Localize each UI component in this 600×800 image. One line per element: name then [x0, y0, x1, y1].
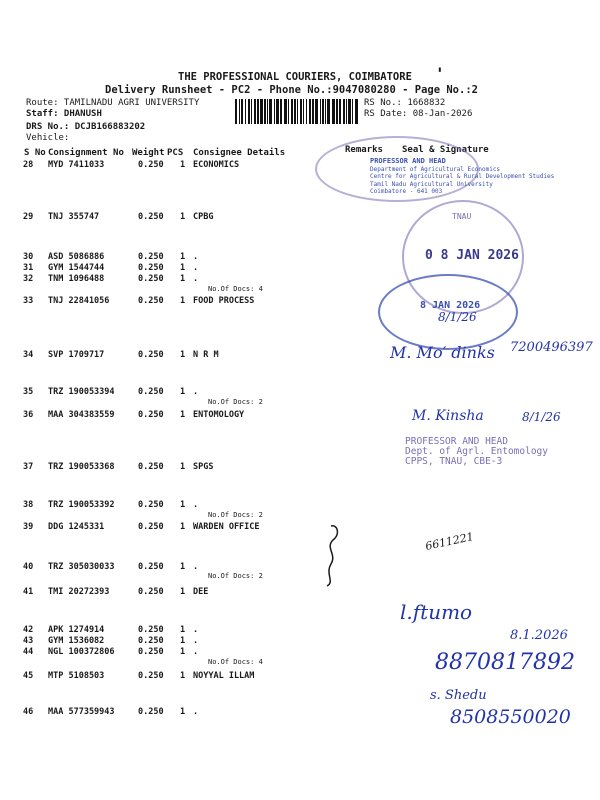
rs-number: RS No.: 1668832 — [364, 98, 446, 108]
row-consignment: TRZ 190053392 — [48, 500, 115, 510]
col-sno: S No — [24, 148, 46, 158]
row-consignment: TRZ 190053394 — [48, 387, 115, 397]
barcode-bar — [288, 99, 289, 124]
handwritten-signature-36: M. Kinsha — [412, 408, 484, 424]
row-weight: 0.250 — [138, 671, 164, 681]
row-weight: 0.250 — [138, 160, 164, 170]
barcode-bar — [260, 99, 263, 124]
row-consignee: . — [193, 500, 199, 510]
barcode-bar — [312, 99, 314, 124]
barcode-bar — [327, 99, 330, 124]
row-weight: 0.250 — [138, 636, 164, 646]
entomology-stamp-city: CPPS, TNAU, CBE-3 — [405, 456, 503, 467]
row-consignee: . — [193, 636, 199, 646]
row-sno: 46 — [23, 707, 34, 717]
economics-stamp-centre: Centre for Agricultural & Rural Development Studies — [370, 173, 555, 180]
row-doc-count: No.Of Docs: 4 — [208, 658, 263, 666]
handwritten-squiggle-39 — [315, 520, 345, 590]
row-consignment: TRZ 190053368 — [48, 462, 115, 472]
row-pcs: 1 — [180, 707, 186, 717]
barcode-bar — [248, 99, 250, 124]
row-consignee: . — [193, 647, 199, 657]
row-weight: 0.250 — [138, 500, 164, 510]
runsheet-subtitle: Delivery Runsheet - PC2 - Phone No.:9047080280 - Page No.:2 — [105, 84, 478, 96]
row-sno: 32 — [23, 274, 34, 284]
row-sno: 37 — [23, 462, 34, 472]
barcode-bar — [300, 99, 302, 124]
barcode — [235, 99, 360, 124]
row-sno: 39 — [23, 522, 34, 532]
row-weight: 0.250 — [138, 252, 164, 262]
row-consignee: . — [193, 387, 199, 397]
handwritten-date-42: 8.1.2026 — [510, 628, 568, 643]
row-weight: 0.250 — [138, 296, 164, 306]
row-pcs: 1 — [180, 252, 186, 262]
row-weight: 0.250 — [138, 462, 164, 472]
row-consignment: APK 1274914 — [48, 625, 105, 635]
barcode-bar — [332, 99, 335, 124]
row-consignee: . — [193, 625, 199, 635]
row-pcs: 1 — [180, 562, 186, 572]
row-pcs: 1 — [180, 263, 186, 273]
barcode-bar — [306, 99, 307, 124]
row-consignee: . — [193, 274, 199, 284]
barcode-bar — [315, 99, 318, 124]
row-sno: 28 — [23, 160, 34, 170]
row-consignment: NGL 100372806 — [48, 647, 115, 657]
barcode-bar — [320, 99, 321, 124]
row-pcs: 1 — [180, 350, 186, 360]
col-consignment: Consignment No — [48, 148, 124, 158]
row-pcs: 1 — [180, 410, 186, 420]
row-consignment: MAA 577359943 — [48, 707, 115, 717]
row-weight: 0.250 — [138, 625, 164, 635]
barcode-bar — [348, 99, 351, 124]
row-doc-count: No.Of Docs: 4 — [208, 285, 263, 293]
col-weight: Weight — [132, 148, 165, 158]
barcode-bar — [269, 99, 272, 124]
row-sno: 44 — [23, 647, 34, 657]
entomology-stamp-title: PROFESSOR AND HEAD — [405, 436, 508, 447]
row-sno: 40 — [23, 562, 34, 572]
col-pcs: PCS — [167, 148, 184, 158]
barcode-bar — [355, 99, 358, 124]
row-weight: 0.250 — [138, 212, 164, 222]
row-consignment: MAA 304383559 — [48, 410, 115, 420]
barcode-bar — [294, 99, 296, 124]
economics-stamp — [370, 158, 570, 196]
row-weight: 0.250 — [138, 707, 164, 717]
economics-stamp-city: Coimbatore - 641 003 — [370, 188, 443, 195]
row-pcs: 1 — [180, 522, 186, 532]
entomology-stamp-dept: Dept. of Agrl. Entomology — [405, 446, 548, 457]
row-consignee: SPGS — [193, 462, 214, 472]
row-sno: 29 — [23, 212, 34, 222]
handwritten-date-33: 8/1/26 — [438, 310, 477, 324]
row-pcs: 1 — [180, 625, 186, 635]
col-remarks: Remarks — [345, 145, 383, 155]
row-consignee: . — [193, 263, 199, 273]
row-pcs: 1 — [180, 160, 186, 170]
row-weight: 0.250 — [138, 410, 164, 420]
handwritten-phone-34: 7200496397 — [510, 340, 593, 355]
row-pcs: 1 — [180, 387, 186, 397]
row-sno: 38 — [23, 500, 34, 510]
row-consignment: TMI 20272393 — [48, 587, 110, 597]
row-pcs: 1 — [180, 274, 186, 284]
row-sno: 42 — [23, 625, 34, 635]
barcode-bar — [303, 99, 304, 124]
barcode-bar — [309, 99, 311, 124]
row-weight: 0.250 — [138, 350, 164, 360]
row-pcs: 1 — [180, 212, 186, 222]
row-consignment: SVP 1709717 — [48, 350, 105, 360]
handwritten-phone-44: 8870817892 — [435, 650, 575, 675]
row-weight: 0.250 — [138, 274, 164, 284]
row-pcs: 1 — [180, 587, 186, 597]
row-consignee: WARDEN OFFICE — [193, 522, 260, 532]
handwritten-phone-46: 8508550020 — [450, 706, 571, 728]
row-consignment: GYM 1544744 — [48, 263, 105, 273]
row-weight: 0.250 — [138, 522, 164, 532]
barcode-bar — [352, 99, 353, 124]
barcode-bar — [257, 99, 259, 124]
barcode-bar — [241, 99, 243, 124]
drs-number: DRS No.: DCJB166883202 — [26, 122, 146, 132]
handwritten-signature-40: 6611221 — [424, 530, 475, 553]
row-pcs: 1 — [180, 500, 186, 510]
food-process-date: 8 JAN 2026 — [420, 300, 481, 311]
economics-stamp-dept: Department of Agricultural Economics — [370, 165, 501, 173]
row-doc-count: No.Of Docs: 2 — [208, 398, 263, 406]
tnau-label: TNAU — [452, 212, 472, 221]
barcode-bar — [264, 99, 266, 124]
barcode-bar — [251, 99, 252, 124]
barcode-bar — [339, 99, 341, 124]
row-sno: 31 — [23, 263, 34, 273]
barcode-bar — [274, 99, 275, 124]
barcode-bar — [325, 99, 326, 124]
tick-mark: ' — [435, 64, 445, 83]
row-consignee: FOOD PROCESS — [193, 296, 255, 306]
row-consignment: TNJ 22841056 — [48, 296, 110, 306]
row-sno: 33 — [23, 296, 34, 306]
route: Route: TAMILNADU AGRI UNIVERSITY — [26, 98, 200, 108]
row-pcs: 1 — [180, 671, 186, 681]
col-consignee: Consignee Details — [193, 148, 286, 158]
rs-date: RS Date: 08-Jan-2026 — [364, 109, 473, 119]
row-consignee: ENTOMOLOGY — [193, 410, 245, 420]
row-doc-count: No.Of Docs: 2 — [208, 572, 263, 580]
row-pcs: 1 — [180, 296, 186, 306]
row-consignment: TNJ 355747 — [48, 212, 100, 222]
row-sno: 36 — [23, 410, 34, 420]
barcode-bar — [280, 99, 282, 124]
barcode-bar — [267, 99, 268, 124]
row-sno: 35 — [23, 387, 34, 397]
row-doc-count: No.Of Docs: 2 — [208, 511, 263, 519]
row-sno: 34 — [23, 350, 34, 360]
barcode-bar — [346, 99, 347, 124]
row-pcs: 1 — [180, 462, 186, 472]
vehicle: Vehicle: — [26, 133, 70, 143]
row-consignee: CPBG — [193, 212, 214, 222]
row-consignment: DDG 1245331 — [48, 522, 105, 532]
barcode-bar — [284, 99, 287, 124]
row-consignee: DEE — [193, 587, 209, 597]
row-weight: 0.250 — [138, 263, 164, 273]
col-seal: Seal & Signature — [402, 145, 489, 155]
row-consignee: . — [193, 562, 199, 572]
barcode-bar — [276, 99, 279, 124]
row-weight: 0.250 — [138, 647, 164, 657]
staff: Staff: DHANUSH — [26, 109, 102, 119]
economics-stamp-univ: Tamil Nadu Agricultural University — [370, 180, 493, 188]
row-consignment: GYM 1536082 — [48, 636, 105, 646]
row-consignee: . — [193, 252, 199, 262]
row-consignee: N R M — [193, 350, 219, 360]
barcode-bar — [235, 99, 237, 124]
handwritten-scrawl-42: l.ftumo — [400, 600, 473, 624]
row-consignee: . — [193, 707, 199, 717]
row-consignee: NOYYAL ILLAM — [193, 671, 255, 681]
row-sno: 43 — [23, 636, 34, 646]
barcode-bar — [336, 99, 338, 124]
row-weight: 0.250 — [138, 387, 164, 397]
company-title: THE PROFESSIONAL COURIERS, COIMBATORE — [178, 71, 412, 83]
barcode-bar — [239, 99, 240, 124]
row-consignment: TNM 1096488 — [48, 274, 105, 284]
barcode-bar — [322, 99, 324, 124]
row-sno: 45 — [23, 671, 34, 681]
barcode-bar — [343, 99, 345, 124]
row-weight: 0.250 — [138, 587, 164, 597]
barcode-bar — [291, 99, 293, 124]
row-weight: 0.250 — [138, 562, 164, 572]
row-consignment: MYD 7411033 — [48, 160, 105, 170]
handwritten-date-36: 8/1/26 — [522, 410, 561, 424]
row-sno: 30 — [23, 252, 34, 262]
row-sno: 41 — [23, 587, 34, 597]
handwritten-signature-34: M. Mo′ dinks — [390, 343, 495, 362]
row-pcs: 1 — [180, 636, 186, 646]
barcode-bar — [245, 99, 246, 124]
handwritten-signature-46: s. Shedu — [430, 688, 487, 703]
row-pcs: 1 — [180, 647, 186, 657]
row-consignment: ASD 5086886 — [48, 252, 105, 262]
economics-stamp-title: PROFESSOR AND HEAD — [370, 157, 446, 165]
received-date-stamp: 0 8 JAN 2026 — [425, 248, 519, 263]
barcode-bar — [254, 99, 256, 124]
entomology-stamp — [405, 437, 548, 467]
row-consignee: ECONOMICS — [193, 160, 240, 170]
row-consignment: MTP 5108503 — [48, 671, 105, 681]
row-consignment: TRZ 305030033 — [48, 562, 115, 572]
barcode-bar — [297, 99, 298, 124]
